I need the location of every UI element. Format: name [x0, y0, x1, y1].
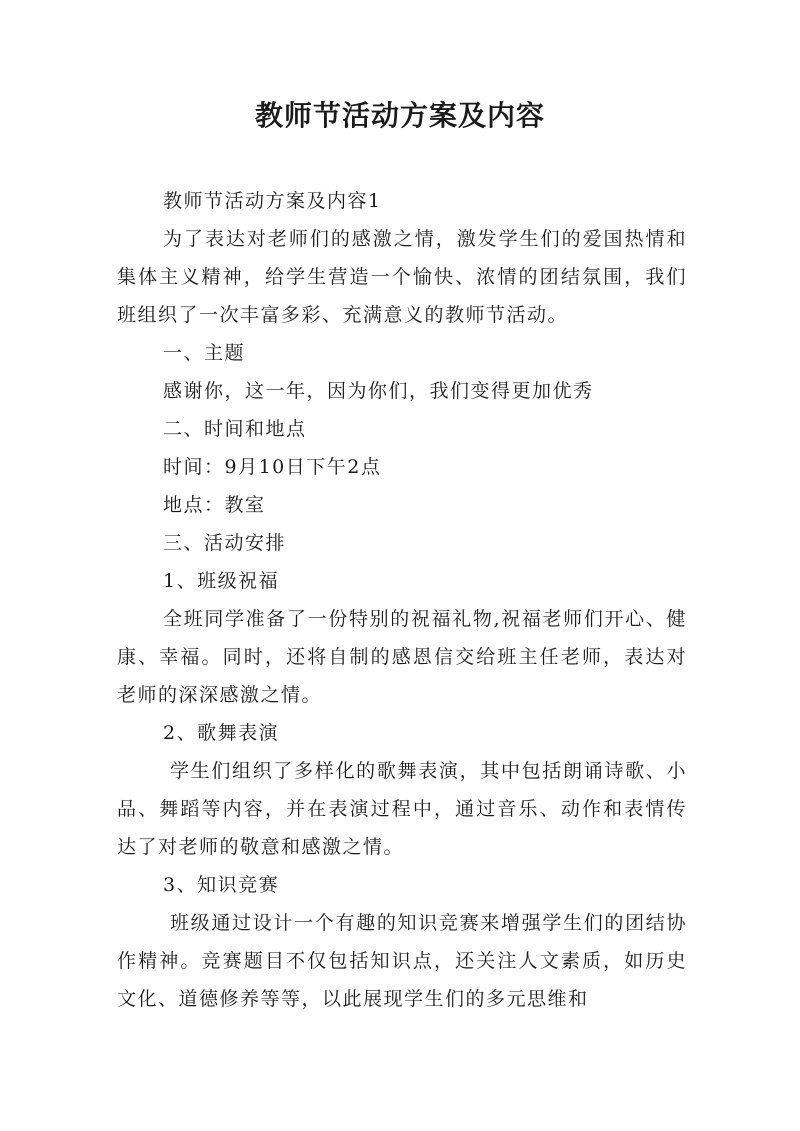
section-heading-1: 教师节活动方案及内容1 [163, 190, 382, 212]
quiz-text: 班级通过设计一个有趣的知识竞赛来增强学生们的团结协作精神。竞赛题目不仅包括知识点，还关注人文素质，如历史文化、道德修养等等，以此展现学生们的多元思维和 [117, 912, 687, 1010]
document-title: 教师节活动方案及内容 [254, 99, 545, 132]
heading-arrangement: 三、活动安排 [163, 532, 287, 554]
document-body [117, 182, 687, 1018]
subheading-song-dance: 2、歌舞表演 [163, 722, 280, 744]
subheading-quiz: 3、知识竞赛 [163, 874, 280, 896]
time-text: 时间：9月10日下午2点 [163, 456, 382, 478]
class-blessing-text: 全班同学准备了一份特别的祝福礼物,祝福老师们开心、健康、幸福。同时，还将自制的感恩信交给班主任老师，表达对老师的深深感激之情。 [117, 608, 687, 706]
heading-time-place: 二、时间和地点 [163, 418, 307, 440]
intro-paragraph: 为了表达对老师们的感激之情，激发学生们的爱国热情和集体主义精神，给学生营造一个愉快、浓情的团结氛围，我们班组织了一次丰富多彩、充满意义的教师节活动。 [117, 228, 687, 326]
subheading-class-blessing: 1、班级祝福 [163, 570, 280, 592]
heading-theme: 一、主题 [163, 342, 246, 364]
song-dance-text: 学生们组织了多样化的歌舞表演，其中包括朗诵诗歌、小品、舞蹈等内容，并在表演过程中，通过音乐、动作和表情传达了对老师的敬意和感激之情。 [117, 760, 687, 858]
theme-text: 感谢你，这一年，因为你们，我们变得更加优秀 [163, 380, 594, 402]
place-text: 地点：教室 [163, 494, 266, 516]
